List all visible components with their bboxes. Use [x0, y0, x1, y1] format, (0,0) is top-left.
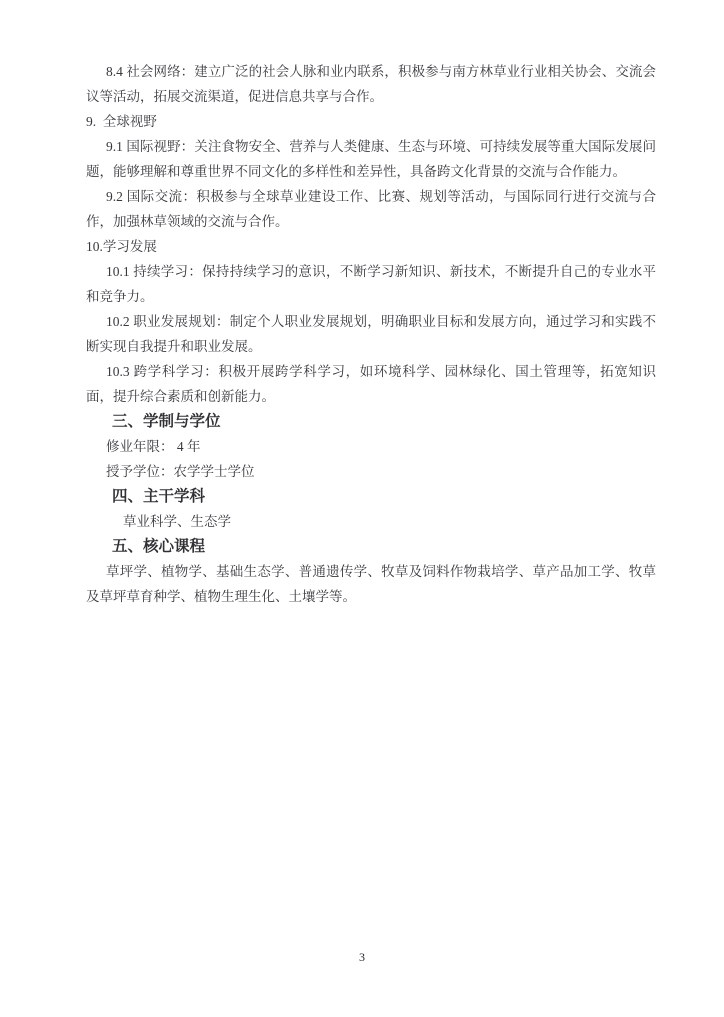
degree-awarded-line: 授予学位：农学学士学位 [106, 464, 255, 479]
paragraph-interdisciplinary-learning: 10.3 跨学科学习：积极开展跨学科学习，如环境科学、园林绿化、国土管理等，拓宽知识面，提升综合素质和创新能力。 [86, 364, 656, 404]
study-years-line: 修业年限： 4 年 [106, 439, 201, 454]
paragraph-international-exchange: 9.2 国际交流：积极参与全球草业建设工作、比赛、规划等活动，与国际同行进行交流与合作，加强林草领域的交流与合作。 [86, 189, 656, 229]
heading-core-courses: 五、核心课程 [112, 538, 206, 555]
page-number: 3 [359, 950, 365, 964]
paragraph-continuous-learning: 10.1 持续学习：保持持续学习的意识，不断学习新知识、新技术，不断提升自己的专业水平和竞争力。 [86, 264, 656, 304]
paragraph-social-network: 8.4 社会网络：建立广泛的社会人脉和业内联系，积极参与南方林草业行业相关协会、交流会议等活动，拓展交流渠道，促进信息共享与合作。 [86, 64, 656, 104]
core-courses-line: 草坪学、植物学、基础生态学、普通遗传学、牧草及饲料作物栽培学、草产品加工学、牧草及草坪草育种学、植物生理生化、土壤学等。 [86, 564, 656, 604]
section-10-heading: 10.学习发展 [86, 239, 157, 254]
heading-main-disciplines: 四、主干学科 [112, 488, 206, 505]
main-disciplines-line: 草业科学、生态学 [123, 514, 231, 529]
paragraph-international-vision: 9.1 国际视野：关注食物安全、营养与人类健康、生态与环境、可持续发展等重大国际发展问题，能够理解和尊重世界不同文化的多样性和差异性，具备跨文化背景的交流与合作能力。 [86, 139, 656, 179]
paragraph-career-planning: 10.2 职业发展规划：制定个人职业发展规划，明确职业目标和发展方向，通过学习和实践不断实现自我提升和职业发展。 [86, 314, 656, 354]
heading-duration-and-degree: 三、学制与学位 [112, 413, 221, 430]
section-9-heading: 9. 全球视野 [86, 114, 157, 129]
